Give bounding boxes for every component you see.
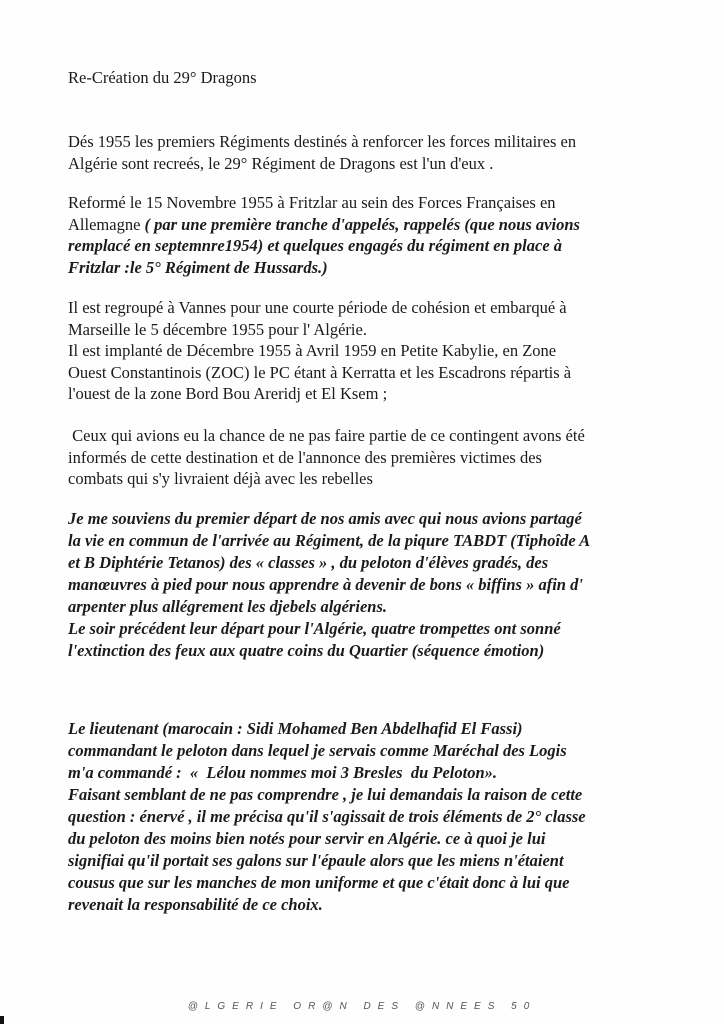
- text-fragment: Allemagne: [68, 214, 145, 234]
- text-line: Ouest Constantinois (ZOC) le PC étant à Kerratta et les Escadrons répartis à: [68, 362, 572, 382]
- text-line-emphasis: et B Diphtérie Tetanos) des « classes » , du peloton d'élèves gradés, des: [68, 553, 549, 572]
- text-line-emphasis: revenait la responsabilité de ce choix.: [68, 895, 323, 914]
- text-line: Il est regroupé à Vannes pour une courte période de cohésion et embarqué à: [68, 298, 567, 317]
- paragraph-intro: [68, 131, 668, 174]
- text-line-emphasis: la vie en commun de l'arrivée au Régiment, de la piqure TABDT (Tiphoîde A: [68, 531, 591, 550]
- text-line: Marseille le 5 décembre 1955 pour l' Algérie.: [68, 319, 367, 339]
- text-line: Algérie sont recreés, le 29° Régiment de Dragons est l'un d'eux .: [68, 153, 494, 173]
- paragraph-lieutenant: [68, 718, 668, 916]
- page-footer: @LGERIE OR@N DES @NNEES 50: [187, 1001, 537, 1012]
- document-title: Re-Création du 29° Dragons: [68, 68, 257, 87]
- text-line-emphasis: l'extinction des feux aux quatre coins du Quartier (séquence émotion): [68, 641, 545, 660]
- text-line: Reformé le 15 Novembre 1955 à Fritzlar au sein des Forces Françaises en: [68, 193, 556, 212]
- text-line-emphasis: Faisant semblant de ne pas comprendre , je lui demandais la raison de cette: [68, 785, 583, 804]
- text-line-emphasis: Je me souviens du premier départ de nos amis avec qui nous avions partagé: [68, 509, 582, 528]
- text-line-emphasis: signifiai qu'il portait ses galons sur l'épaule alors que les miens n'étaient: [68, 851, 564, 870]
- text-line-emphasis: m'a commandé : « Lélou nommes moi 3 Bresles du Peloton».: [68, 763, 497, 782]
- paragraph-deployment: [68, 297, 668, 405]
- text-line-emphasis: arpenter plus allégrement les djebels algériens.: [68, 597, 387, 616]
- text-line-emphasis: Le lieutenant (marocain : Sidi Mohamed Ben Abdelhafid El Fassi): [68, 719, 523, 738]
- text-line: l'ouest de la zone Bord Bou Areridj et El Ksem ;: [68, 384, 388, 403]
- text-line-emphasis: Fritzlar :le 5° Régiment de Hussards.): [68, 257, 328, 277]
- text-line: Il est implanté de Décembre 1955 à Avril 1959 en Petite Kabylie, en Zone: [68, 341, 557, 360]
- paragraph-memory: [68, 508, 668, 662]
- text-line-emphasis: remplacé en septemnre1954) et quelques engagés du régiment en place à: [68, 236, 563, 255]
- text-line-emphasis: commandant le peloton dans lequel je servais comme Maréchal des Logis: [68, 741, 567, 760]
- scan-mark: [0, 1016, 4, 1024]
- text-line: informés de cette destination et de l'annonce des premières victimes des: [68, 447, 542, 467]
- text-line-mixed: [68, 214, 668, 236]
- text-line-emphasis: manœuvres à pied pour nous apprendre à devenir de bons « biffins » afin d': [68, 575, 583, 594]
- text-line-emphasis: Le soir précédent leur départ pour l'Algérie, quatre trompettes ont sonné: [68, 619, 561, 638]
- text-line: combats qui s'y livraient déjà avec les rebelles: [68, 469, 373, 488]
- text-fragment-emphasis: ( par une première tranche d'appelés, rappelés (que nous avions: [144, 214, 580, 234]
- text-line-emphasis: cousus que sur les manches de mon uniforme et que c'était donc à lui que: [68, 873, 570, 892]
- text-line: Dés 1955 les premiers Régiments destinés à renforcer les forces militaires en: [68, 132, 577, 151]
- text-line-emphasis: question : énervé , il me précisa qu'il s'agissait de trois éléments de 2° classe: [68, 807, 586, 826]
- paragraph-contingent: [68, 425, 668, 490]
- text-line-emphasis: du peloton des moins bien notés pour servir en Algérie. ce à quoi je lui: [68, 829, 546, 848]
- text-line: Ceux qui avions eu la chance de ne pas faire partie de ce contingent avons été: [68, 426, 585, 445]
- paragraph-reformation: [68, 192, 668, 278]
